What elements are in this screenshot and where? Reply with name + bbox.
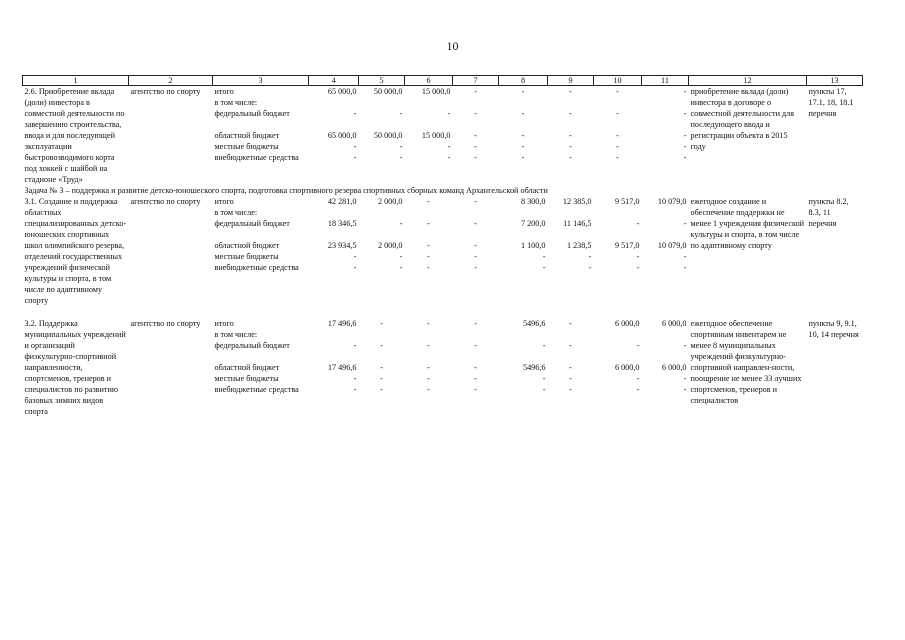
value: - (683, 385, 687, 394)
value: - (399, 252, 403, 261)
value: - (569, 153, 572, 162)
value: - (399, 153, 403, 162)
value: - (636, 374, 640, 383)
source-label: внебюджетные средства (214, 153, 299, 162)
value: - (353, 109, 357, 118)
header-cell: 6 (405, 76, 453, 86)
executor: агентство по спорту (130, 319, 201, 328)
indicator-ref: пункты 8.2, 8.3, 11 перечня (808, 197, 849, 228)
header-cell: 10 (594, 76, 642, 86)
value: - (474, 219, 477, 228)
source-label: местные бюджеты (214, 142, 279, 151)
value: 2 000,0 (377, 241, 403, 250)
value: - (474, 142, 477, 151)
value: - (542, 385, 546, 394)
value: - (474, 153, 477, 162)
value: - (569, 319, 572, 328)
source-label: местные бюджеты (214, 252, 279, 261)
value: - (636, 252, 640, 261)
executor: агентство по спорту (130, 87, 201, 96)
value: - (521, 109, 525, 118)
value: - (588, 263, 592, 272)
value: - (447, 153, 451, 162)
value: 42 281,0 (327, 197, 357, 206)
value: - (427, 263, 430, 272)
value: - (353, 153, 357, 162)
value: - (474, 87, 477, 96)
value: - (353, 341, 357, 350)
value: - (542, 263, 546, 272)
value: - (427, 197, 430, 206)
indicator-ref: пункты 9, 9.1, 10, 14 перечня (808, 319, 859, 339)
value: 1 100,0 (520, 241, 546, 250)
value: 6 000,0 (614, 363, 640, 372)
value: 9 517,0 (614, 241, 640, 250)
value: 5496,6 (522, 319, 546, 328)
value: - (616, 109, 619, 118)
value: - (474, 241, 477, 250)
source-label: в том числе: (214, 208, 258, 217)
value: - (521, 142, 525, 151)
value: - (636, 219, 640, 228)
value: 10 079,0 (657, 197, 687, 206)
value: - (636, 341, 640, 350)
value: - (616, 142, 619, 151)
value: - (616, 153, 619, 162)
header-cell: 5 (359, 76, 405, 86)
expected-result: приобретение вклада (доли) инвестора в договоре о совместной деятельности для последующего ввода и регистрации объекта в 2015 году (690, 87, 795, 151)
source-label: федеральный бюджет (214, 341, 290, 350)
value: 6 000,0 (661, 319, 687, 328)
value: 2 000,0 (377, 197, 403, 206)
value: 15 000,0 (421, 131, 451, 140)
value: - (588, 252, 592, 261)
value: - (380, 341, 383, 350)
value: 9 517,0 (614, 197, 640, 206)
header-cell: 12 (689, 76, 807, 86)
value: - (399, 142, 403, 151)
value: - (569, 341, 572, 350)
value: - (447, 142, 451, 151)
source-label: в том числе: (214, 98, 258, 107)
activity-name: 2.6. Приобретение вклада (доли) инвестора в совместной деятельности по завершению строительства, ввода и для последующей эксплуатации быстровозводимого корта под хоккей с шайбой на стадионе «Труд» (24, 87, 125, 184)
header-cell: 3 (213, 76, 309, 86)
value: - (521, 87, 525, 96)
value: 8 300,0 (520, 197, 546, 206)
value: - (380, 363, 383, 372)
value: - (427, 341, 430, 350)
indicator-ref: пункты 17, 17.1, 18, 18.1 перечня (808, 87, 854, 118)
value: 23 934,5 (327, 241, 357, 250)
source-label: итого (214, 87, 234, 96)
value: - (542, 341, 546, 350)
table-row (23, 86, 863, 186)
source-label: итого (214, 319, 234, 328)
activity-name: 3.2. Поддержка муниципальных учреждений и организаций физкультурно-спортивной направленности, спортсменов, тренеров и специалистов по развитию базовых зимних видов спорта (24, 319, 126, 416)
value: 11 146,5 (563, 219, 592, 228)
value: 65 000,0 (327, 87, 357, 96)
value: - (353, 142, 357, 151)
value: 1 238,5 (566, 241, 592, 250)
value: - (683, 153, 687, 162)
value: - (683, 87, 687, 96)
value: 5496,6 (522, 363, 546, 372)
value: - (474, 341, 477, 350)
value: - (683, 252, 687, 261)
value: - (474, 197, 477, 206)
value: - (427, 385, 430, 394)
task-heading: Задача № 3 – поддержка и развитие детско-юношеского спорта, подготовка спортивного резерва спортивных сборных команд Архангельской области (24, 186, 548, 195)
value: 17 496,6 (327, 319, 357, 328)
source-label: федеральный бюджет (214, 109, 290, 118)
value: - (380, 374, 383, 383)
source-label: в том числе: (214, 330, 258, 339)
header-cell: 4 (309, 76, 359, 86)
source-label: областной бюджет (214, 131, 280, 140)
value: - (399, 263, 403, 272)
activity-name: 3.1. Создание и поддержка областных специализированных детско-юношеских спортивных школ олимпийского резерва, отделений государственных учреждений физической культуры и спорта, в том числе по адаптивному спорту (24, 197, 127, 305)
value: - (569, 374, 572, 383)
value: - (569, 385, 572, 394)
value: - (474, 109, 477, 118)
value: - (683, 341, 687, 350)
value: - (399, 219, 403, 228)
expected-result: ежегодное создание и обеспечение поддержки не менее 1 учреждения физической культуры и спорта, в том числе по адаптивному спорту (690, 197, 805, 250)
value: 6 000,0 (614, 319, 640, 328)
value: - (683, 263, 687, 272)
value: - (474, 263, 477, 272)
value: - (427, 252, 430, 261)
value: - (380, 319, 383, 328)
value: - (353, 385, 357, 394)
header-cell: 7 (453, 76, 499, 86)
value: - (569, 87, 572, 96)
value: - (474, 319, 477, 328)
value: - (380, 385, 383, 394)
value: - (569, 109, 572, 118)
value: - (474, 131, 477, 140)
value: - (399, 109, 403, 118)
header-cell: 1 (23, 76, 129, 86)
value: - (474, 374, 477, 383)
value: 50 000,0 (373, 131, 403, 140)
value: - (683, 219, 687, 228)
value: - (474, 363, 477, 372)
value: 17 496,6 (327, 363, 357, 372)
expected-result: ежегодное обеспечение спортивным инвентарем не менее 8 муниципальных учреждений физкультурно-спортивной направлен-ности, поощрение не менее 33 лучших спортсменов, тренеров и специалистов (690, 319, 802, 405)
value: - (353, 263, 357, 272)
value: - (542, 374, 546, 383)
header-cell: 11 (642, 76, 689, 86)
header-cell: 9 (548, 76, 594, 86)
value: - (427, 219, 430, 228)
value: - (636, 263, 640, 272)
value: 7 200,0 (520, 219, 546, 228)
value: - (616, 131, 619, 140)
value: - (427, 319, 430, 328)
value: - (569, 131, 572, 140)
value: - (616, 87, 619, 96)
value: 15 000,0 (421, 87, 451, 96)
value: - (683, 142, 687, 151)
source-label: областной бюджет (214, 241, 280, 250)
value: - (569, 142, 572, 151)
header-cell: 13 (807, 76, 863, 86)
source-label: федеральный бюджет (214, 219, 290, 228)
header-cell: 2 (129, 76, 213, 86)
page-number: 10 (446, 39, 459, 53)
value: - (353, 374, 357, 383)
table-row (23, 196, 863, 306)
value: 10 079,0 (657, 241, 687, 250)
program-table (22, 75, 863, 417)
value: - (427, 374, 430, 383)
value: - (353, 252, 357, 261)
source-label: местные бюджеты (214, 374, 279, 383)
value: - (683, 131, 687, 140)
executor: агентство по спорту (130, 197, 201, 206)
value: - (683, 109, 687, 118)
value: - (542, 252, 546, 261)
source-label: внебюджетные средства (214, 385, 299, 394)
value: 65 000,0 (327, 131, 357, 140)
value: - (474, 385, 477, 394)
value: - (447, 109, 451, 118)
value: - (569, 363, 572, 372)
value: 12 385,0 (562, 197, 592, 206)
value: 18 346,5 (327, 219, 357, 228)
value: - (636, 385, 640, 394)
value: - (521, 131, 525, 140)
value: 6 000,0 (661, 363, 687, 372)
source-label: областной бюджет (214, 363, 280, 372)
value: 50 000,0 (373, 87, 403, 96)
header-cell: 8 (499, 76, 548, 86)
value: - (427, 363, 430, 372)
task-row (23, 185, 863, 196)
value: - (683, 374, 687, 383)
source-label: внебюджетные средства (214, 263, 299, 272)
column-number-row (23, 76, 863, 86)
value: - (474, 252, 477, 261)
value: - (521, 153, 525, 162)
source-label: итого (214, 197, 234, 206)
value: - (427, 241, 430, 250)
table-row (23, 318, 863, 417)
